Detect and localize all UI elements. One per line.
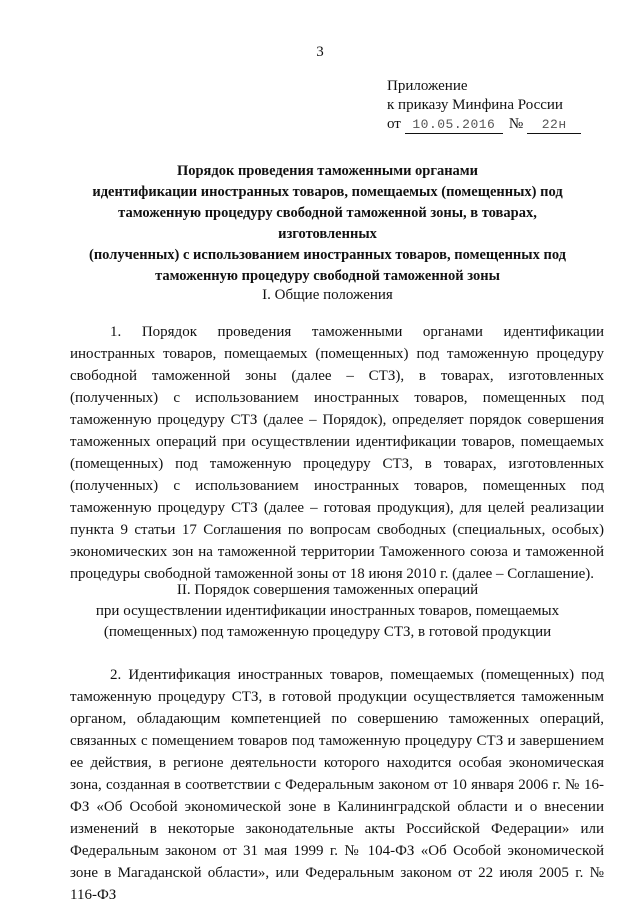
section-2-paragraph: 2. Идентификация иностранных товаров, помещаемых (помещенных) под таможенную процедуру СТЗ, в готовой продукции осуществляется таможенным органом, обладающим компетенцией по совершению таможенных операций, связанных с помещением товаров под таможенную процедуру СТЗ и завершением ее действия, в регионе деятельности которого находится особая экономическая зона, созданная в соответствии с Федеральным законом от 10 января 2006 г. № 16-ФЗ «Об Особой экономической зоне в Калининградской области и о внесении изменений в некоторые законодательные акты Российской Федерации» или Федеральным законом от 31 мая 1999 г. № 104-ФЗ «Об Особой экономической зоне в Магаданской области», или Федеральным законом от 22 июля 2005 г. № 116-ФЗ bbox=[70, 667, 604, 903]
page-number: 3 bbox=[316, 44, 324, 60]
number-prefix: № bbox=[508, 116, 524, 132]
handwritten-date: 10.05.2016 bbox=[405, 117, 503, 134]
handwritten-number: 22н bbox=[527, 117, 581, 134]
approval-date-line bbox=[387, 115, 617, 134]
approval-line-appendix: Приложение bbox=[387, 78, 468, 94]
section-2-heading-line: при осуществлении идентификации иностранных товаров, помещаемых bbox=[95, 603, 560, 619]
title-line: таможенную процедуру свободной таможенной зоны bbox=[155, 268, 500, 284]
date-prefix: от bbox=[387, 116, 401, 132]
document-title bbox=[70, 161, 585, 287]
approval-line-order: к приказу Минфина России bbox=[387, 97, 563, 113]
section-2-heading bbox=[70, 580, 585, 643]
title-line: Порядок проведения таможенными органами bbox=[176, 163, 479, 179]
section-2-heading-line: (помещенных) под таможенную процедуру СТЗ, в готовой продукции bbox=[103, 624, 552, 640]
section-1-paragraph: 1. Порядок проведения таможенными органами идентификации иностранных товаров, помещаемых (помещенных) под таможенную процедуру свободной таможенной зоны (далее – СТЗ), в товарах, изготовленных (полученных) с использованием иностранных товаров, помещенных под таможенную процедуру СТЗ (далее – Порядок), определяет порядок совершения таможенных операций при осуществлении идентификации товаров, помещаемых (помещенных) под таможенную процедуру СТЗ, в товарах, изготовленных (полученных) с использованием иностранных товаров, помещенных под таможенную процедуру СТЗ (далее – готовая продукция), для целей реализации пункта 9 статьи 17 Соглашения по вопросам свободных (специальных, особых) экономических зон на таможенной территории Таможенного союза и таможенной процедуры свободной таможенной зоны от 18 июня 2010 г. (далее – Соглашение). bbox=[70, 324, 604, 582]
title-line: (полученных) с использованием иностранных товаров, помещенных под bbox=[89, 247, 566, 263]
title-line: таможенную процедуру свободной таможенной зоны, в товарах, изготовленных bbox=[118, 205, 537, 242]
section-1-heading: I. Общие положения bbox=[262, 287, 393, 303]
title-line: идентификации иностранных товаров, помещаемых (помещенных) под bbox=[92, 184, 563, 200]
section-2-heading-line: II. Порядок совершения таможенных операций bbox=[176, 582, 479, 598]
approval-block bbox=[387, 77, 617, 134]
